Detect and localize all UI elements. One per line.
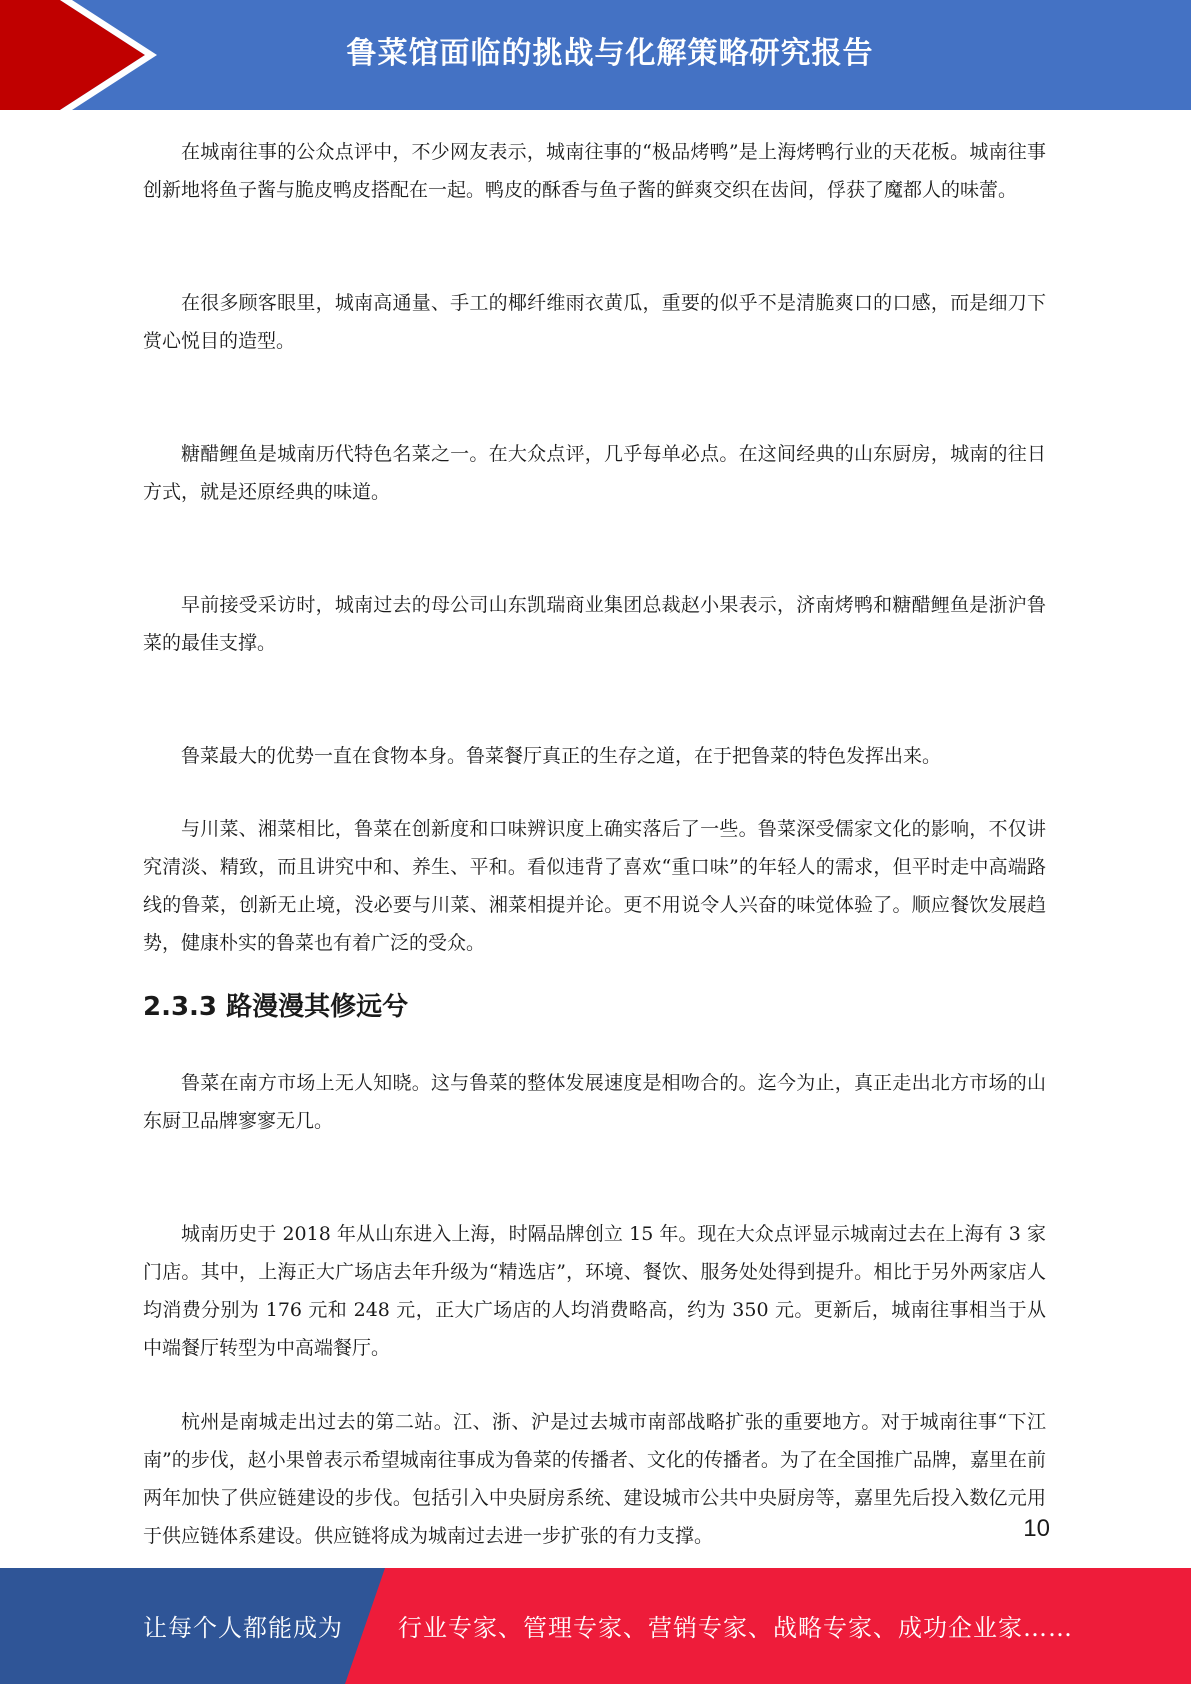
page-footer bbox=[0, 1568, 1191, 1684]
footer-slogan-right: 行业专家、管理专家、营销专家、战略专家、成功企业家…… bbox=[398, 1614, 1073, 1642]
paragraph: 糖醋鲤鱼是城南历代特色名菜之一。在大众点评，几乎每单必点。在这间经典的山东厨房，城南的往日方式，就是还原经典的味道。 bbox=[143, 443, 1046, 503]
page-content bbox=[143, 133, 1046, 1629]
page-number: 10 bbox=[1023, 1515, 1050, 1542]
paragraph: 鲁菜在南方市场上无人知晓。这与鲁菜的整体发展速度是相吻合的。迄今为止，真正走出北方市场的山东厨卫品牌寥寥无几。 bbox=[143, 1072, 1046, 1132]
paragraph: 在城南往事的公众点评中，不少网友表示，城南往事的“极品烤鸭”是上海烤鸭行业的天花板。城南往事创新地将鱼子酱与脆皮鸭皮搭配在一起。鸭皮的酥香与鱼子酱的鲜爽交织在齿间，俘获了魔都人的味蕾。 bbox=[143, 141, 1046, 201]
paragraph: 早前接受采访时，城南过去的母公司山东凯瑞商业集团总裁赵小果表示，济南烤鸭和糖醋鲤鱼是浙沪鲁菜的最佳支撑。 bbox=[143, 594, 1046, 654]
footer-slogan-left: 让每个人都能成为 bbox=[143, 1614, 343, 1642]
document-title: 鲁菜馆面临的挑战与化解策略研究报告 bbox=[346, 36, 874, 71]
paragraph: 杭州是南城走出过去的第二站。江、浙、沪是过去城市南部战略扩张的重要地方。对于城南往事“下江南”的步伐，赵小果曾表示希望城南往事成为鲁菜的传播者、文化的传播者。为了在全国推广品牌，嘉里在前两年加快了供应链建设的步伐。包括引入中央厨房系统、建设城市公共中央厨房等，嘉里先后投入数亿元用于供应链体系建设。供应链将成为城南过去进一步扩张的有力支撑。 bbox=[143, 1411, 1046, 1547]
page-header bbox=[0, 0, 1191, 110]
section-heading: 2.3.3 路漫漫其修远兮 bbox=[143, 992, 409, 1022]
paragraph: 与川菜、湘菜相比，鲁菜在创新度和口味辨识度上确实落后了一些。鲁菜深受儒家文化的影响，不仅讲究清淡、精致，而且讲究中和、养生、平和。看似违背了喜欢“重口味”的年轻人的需求，但平时走中高端路线的鲁菜，创新无止境，没必要与川菜、湘菜相提并论。更不用说令人兴奋的味觉体验了。顺应餐饮发展趋势，健康朴实的鲁菜也有着广泛的受众。 bbox=[143, 818, 1046, 954]
header-arrow-decoration bbox=[0, 0, 160, 110]
paragraph: 城南历史于 2018 年从山东进入上海，时隔品牌创立 15 年。现在大众点评显示城南过去在上海有 3 家门店。其中，上海正大广场店去年升级为“精选店”，环境、餐饮、服务处处得到提升。相比于另外两家店人均消费分别为 176 元和 248 元，正大广场店的人均消费略高，约为 350 元。更新后，城南往事相当于从中端餐厅转型为中高端餐厅。 bbox=[143, 1223, 1046, 1359]
paragraph: 在很多顾客眼里，城南高通量、手工的椰纤维雨衣黄瓜，重要的似乎不是清脆爽口的口感，而是细刀下赏心悦目的造型。 bbox=[143, 292, 1046, 352]
paragraph: 鲁菜最大的优势一直在食物本身。鲁菜餐厅真正的生存之道，在于把鲁菜的特色发挥出来。 bbox=[181, 745, 942, 767]
